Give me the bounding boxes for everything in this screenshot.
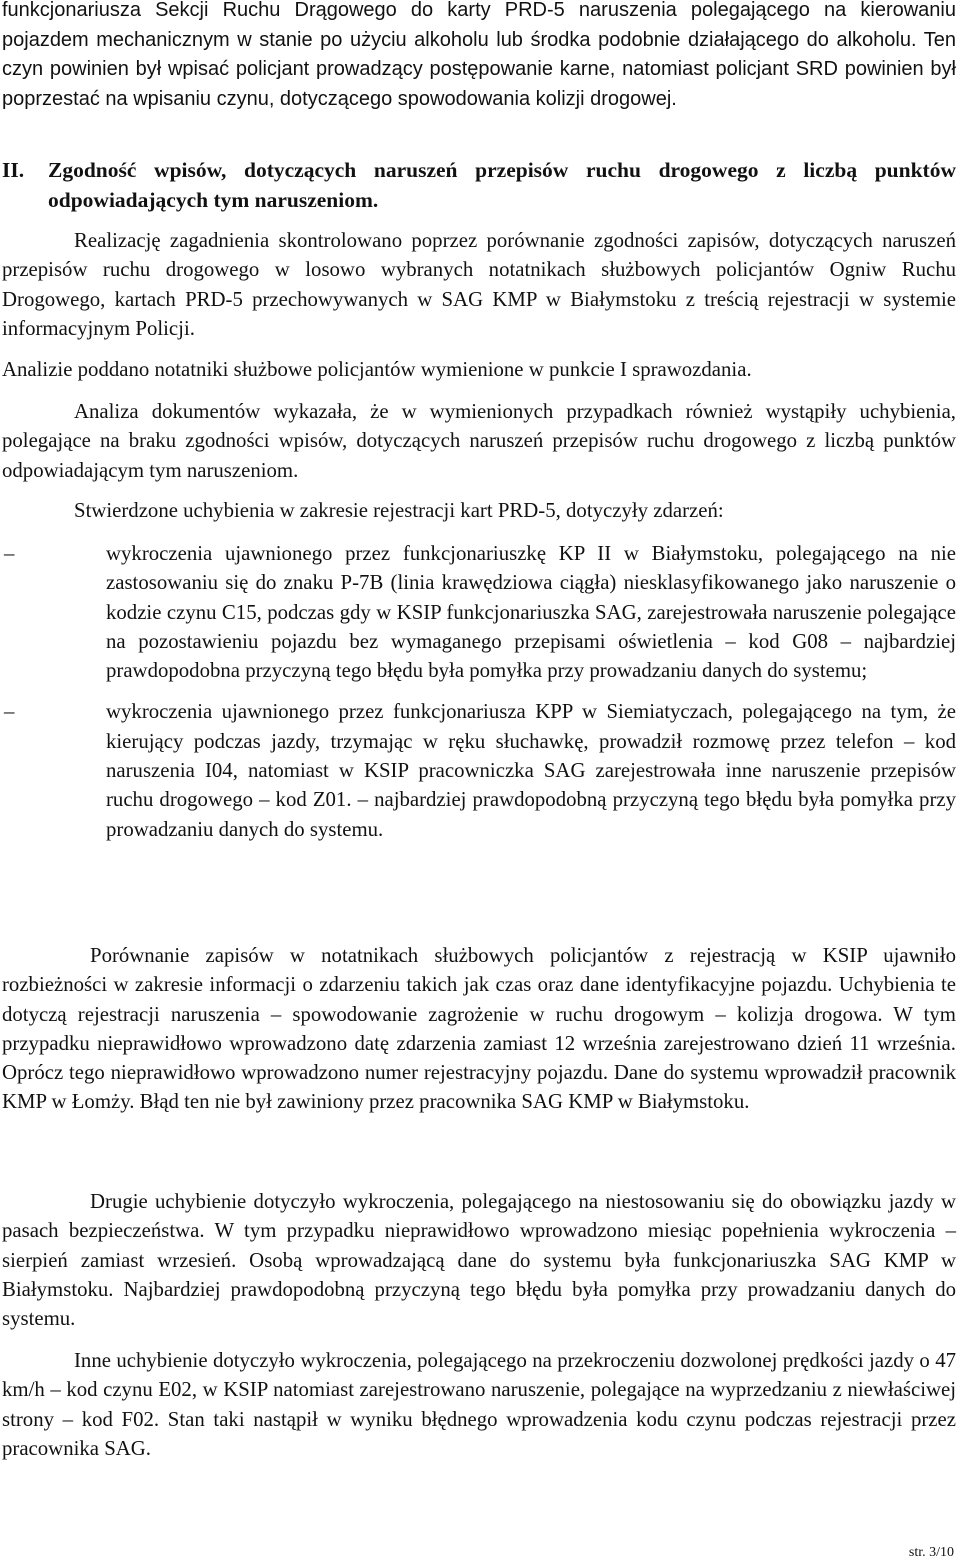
list-dash: – [4, 700, 15, 724]
paragraph-realizacja: Realizację zagadnienia skontrolowano poprzez porównanie zgodności zapisów, dotyczących naruszeń przepisów ruchu drogowego w losowo wybranych notatnikach służbowych policjantów Ogniw Ruchu Drogowego, kartach PRD-5 przechowywanych w SAG KMP w Białymstoku z treścią rejestracji w systemie informacyjnym Policji. [2, 229, 956, 340]
list-item [2, 539, 956, 685]
paragraph-drugie-uchybienie: Drugie uchybienie dotyczyło wykroczenia, polegającego na niestosowaniu się do obowiązku jazdy w pasach bezpieczeństwa. W tym przypadku nieprawidłowo wprowadzono miesiąc popełnienia wykroczenia –sierpień zamiast wrzesień. Osobą wprowadzającą dane do systemu była funkcjonariuszka SAG KMP w Białymstoku. Najbardziej prawdopodobną przyczyną tego błędu była pomyłka przy prowadzaniu danych do systemu. [2, 1190, 956, 1331]
section-heading [2, 155, 956, 215]
intro-paragraph: funkcjonariusza Sekcji Ruchu Drągowego do karty PRD-5 naruszenia polegającego na kierowaniu pojazdem mechanicznym w stanie po użyciu alkoholu lub środka podobnie działającego do alkoholu. Ten czyn powinien był wpisać policjant prowadzący postępowanie karne, natomiast policjant SRD powinien był poprzestać na wpisaniu czynu, dotyczącego spowodowania kolizji drogowej. [2, 0, 956, 110]
paragraph-analiza: Analiza dokumentów wykazała, że w wymienionych przypadkach również wystąpiły uchybienia, polegające na braku zgodności wpisów, dotyczących naruszeń przepisów ruchu drogowego z liczbą punktów odpowiadającym tym naruszeniom. [2, 400, 956, 482]
page-number: str. 3/10 [908, 1545, 954, 1560]
list-item [2, 697, 956, 843]
paragraph-stwierdzone: Stwierdzone uchybienia w zakresie rejestracji kart PRD-5, dotyczyły zdarzeń: [74, 499, 724, 522]
paragraph-porownanie: Porównanie zapisów w notatnikach służbowych policjantów z rejestracją w KSIP ujawniło rozbieżności w zakresie informacji o zdarzeniu takich jak czas oraz dane identyfikacyjne pojazdu. Uchybienia te dotyczą rejestracji naruszenia – spowodowanie zagrożenie w ruchu drogowym – kolizja drogowa. W tym przypadku nieprawidłowo wprowadzono datę zdarzenia zamiast 12 września zarejestrowano dzień 11 września. Oprócz tego nieprawidłowo wprowadzono numer rejestracyjny pojazdu. Dane do systemu wprowadził pracownik KMP w Łomży. Błąd ten nie był zawiniony przez pracownika SAG KMP w Białymstoku. [2, 944, 956, 1114]
section-number: II. [2, 158, 25, 182]
section-title: Zgodność wpisów, dotyczących naruszeń przepisów ruchu drogowego z liczbą punktów odpowiadających tym naruszeniom. [48, 158, 956, 212]
paragraph-analizie: Analizie poddano notatniki służbowe policjantów wymienione w punkcie I sprawozdania. [2, 358, 752, 381]
list-item-text: wykroczenia ujawnionego przez funkcjonariusza KPP w Siemiatyczach, polegającego na tym, że kierujący podczas jazdy, trzymając w ręku słuchawkę, prowadził rozmowę przez telefon – kod naruszenia I04, natomiast w KSIP pracowniczka SAG zarejestrowała inne naruszenie przepisów ruchu drogowego – kod Z01. – najbardziej prawdopodobną przyczyną tego błędu była pomyłka przy prowadzaniu danych do systemu. [106, 700, 956, 841]
list-item-text: wykroczenia ujawnionego przez funkcjonariuszkę KP II w Białymstoku, polegającego na nie zastosowaniu się do znaku P-7B (linia krawędziowa ciągła) niesklasyfikowanego jako naruszenie o kodzie czynu C15, podczas gdy w KSIP funkcjonariuszka SAG, zarejestrowała naruszenie polegające na pozostawieniu pojazdu bez wymaganego przepisami oświetlenia – kod G08 – najbardziej prawdopodobna przyczyną tego błędu była pomyłka przy prowadzaniu danych do systemu; [106, 542, 956, 683]
findings-list [2, 539, 956, 844]
list-dash: – [4, 542, 15, 565]
paragraph-inne-uchybienie: Inne uchybienie dotyczyło wykroczenia, polegającego na przekroczeniu dozwolonej prędkości jazdy o 47 km/h – kod czynu E02, w KSIP natomiast zarejestrowano naruszenie, polegające na wyprzedzaniu z niewłaściwej strony – kod F02. Stan taki nastąpił w wyniku błędnego wprowadzenia kodu czynu podczas rejestracji przez pracownika SAG. [2, 1349, 956, 1460]
